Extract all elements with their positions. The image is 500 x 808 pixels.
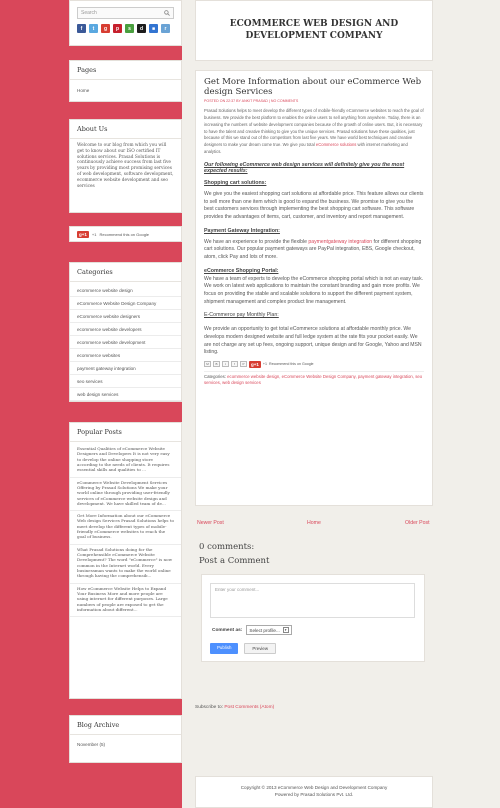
- category-link[interactable]: ecommerce website developers: [70, 323, 181, 336]
- subscribe-line: Subscribe to: Post Comments (Atom): [195, 705, 275, 710]
- about-text: Welcome to our blog from which you will get to know about our ISO certified IT solutions services. Prasad Solutions is continuously achieve success from last five years by providing most promising services of web development, software development, ecommerce website development and seo services: [77, 143, 174, 189]
- heading-payment: Payment Gateway Integration:: [204, 227, 280, 234]
- twitter-share-icon[interactable]: t: [222, 361, 229, 367]
- delicious-icon[interactable]: ■: [149, 24, 158, 33]
- publish-button[interactable]: Publish: [210, 643, 238, 654]
- search-icon[interactable]: [164, 10, 170, 16]
- comment-form: [201, 574, 425, 662]
- blog-share-icon[interactable]: B: [213, 361, 220, 367]
- subscribe-link[interactable]: Post Comments (Atom): [224, 705, 275, 710]
- pages-link-home[interactable]: Home: [77, 88, 90, 93]
- comment-as-label: Comment as:: [212, 627, 243, 633]
- archive-widget: [69, 715, 182, 763]
- archive-title: Blog Archive: [70, 716, 181, 735]
- newer-post-link[interactable]: Newer Post: [197, 520, 224, 526]
- facebook-share-icon[interactable]: f: [231, 361, 238, 367]
- popular-post-item[interactable]: Get More Information about our eCommerce Web design Services Prasad Solutions helps to meet develop the different types of mobile-friendly eCommerce websites to reach the goal of business.: [70, 511, 181, 545]
- category-link[interactable]: seo services: [70, 375, 181, 388]
- google-plus-icon[interactable]: g: [101, 24, 110, 33]
- gplus-label: Recommend this on Google: [99, 232, 150, 237]
- reddit-icon[interactable]: r: [161, 24, 170, 33]
- site-title[interactable]: ECOMMERCE WEB DESIGN AND DEVELOPMENT COMPANY: [229, 19, 399, 41]
- category-link[interactable]: web design services: [70, 388, 181, 401]
- pages-widget: [69, 60, 182, 102]
- share-text: Recommend this on Google: [269, 362, 314, 367]
- share-count: +1: [262, 362, 267, 367]
- post-card: [195, 70, 433, 506]
- footer-powered: Powered by Prasad Solutions Pvt. Ltd.: [274, 791, 354, 797]
- heading-emi: E-Commerce pay Monthly Plan:: [204, 312, 279, 319]
- pinterest-icon[interactable]: p: [113, 24, 122, 33]
- post-intro: Prasad Solutions helps to meet develop the different types of mobile-friendly eCommerce websites to reach the goal of business. We provide the best platform to enables the online users to sell anything from anywhere. Today, there is an increasing the numbers of website development companies because of the growth of online users. But, it is necessary to have the talent and creative thinking to give you the unique services. Prasad solutions have these qualities, just because of this we stand out of the competitors from last five years. We have world best techniques and creative designers to make your dream come true. We give you total eCommerce solutions with internet marketing and analytics.: [204, 107, 424, 155]
- categories-title: Categories: [70, 263, 181, 282]
- category-link[interactable]: eCommerce Website Design Company: [70, 297, 181, 310]
- gplus-button[interactable]: g+1: [79, 232, 87, 237]
- heading-portal: eCommerce Shopping Portal:: [204, 267, 279, 274]
- site-header: [195, 0, 433, 61]
- digg-icon[interactable]: d: [137, 24, 146, 33]
- paragraph-emi: We provide an opportunity to get total eCommerce solutions at affordable monthly price. We develops modern designed website and full ledge system at the rate fits your pocket easily. We are not charge any set up fees, ongoing support, unique design and for Google, Yahoo and MSN listing.: [204, 326, 422, 356]
- popular-posts-widget: [69, 422, 182, 699]
- chevron-down-icon: ▾: [284, 628, 287, 632]
- comments-count: 0 comments:: [199, 542, 255, 552]
- gplus-share-button[interactable]: g+1: [251, 361, 259, 367]
- search-placeholder: Search: [81, 10, 97, 16]
- paragraph-payment: We have an experience to provide the flexible paymentgateway integration for different shopping cart solutions. Our popular payment gateways are PayPal integration, EBS, Google checkout, atom, click Pay and lots of more.: [204, 238, 422, 261]
- archive-item[interactable]: November (5): [77, 742, 106, 747]
- preview-button[interactable]: Preview: [244, 643, 276, 654]
- about-title: About Us: [70, 120, 181, 139]
- search-widget: [69, 0, 182, 46]
- popular-title: Popular Posts: [70, 423, 181, 442]
- paragraph-cart: We give you the easiest shopping cart solutions at affordable price. This feature allows our clients to sell more than one item which is good to expand the business. We promise to give you the best customers services through implementing the best shopping cart software. This software provides the advantages of items, cart, customer, and inventory and report management.: [204, 191, 424, 221]
- popular-post-item[interactable]: Essential Qualities of eCommerce Website Designers and Developers It is not very easy to develop the online shopping store according to the needs of clients. It requires essential skills and qualities to ...: [70, 444, 181, 478]
- about-widget: [69, 119, 182, 213]
- payment-link[interactable]: paymentgateway integration: [308, 238, 373, 245]
- post-title[interactable]: Get More Information about our eCommerce Web design Services: [204, 77, 422, 97]
- post-categories: Categories: ecommerce website design, eCommerce Website Design Company, payment gateway integration, seo services, web design services: [204, 371, 424, 386]
- intro-link[interactable]: eCommerce solutions: [315, 142, 357, 148]
- share-row: [204, 361, 424, 368]
- comment-textarea[interactable]: Enter your comment...: [210, 583, 415, 618]
- category-link[interactable]: ecommerce websites: [70, 349, 181, 362]
- twitter-icon[interactable]: t: [89, 24, 98, 33]
- categories-widget: [69, 262, 182, 402]
- facebook-icon[interactable]: f: [77, 24, 86, 33]
- footer-copyright: Copyright © 2013 eCommerce Web Design and Development Company: [240, 785, 388, 790]
- heading-cart: Shopping cart solutions:: [204, 180, 267, 187]
- gplus-count: +1: [91, 232, 97, 237]
- home-link[interactable]: Home: [307, 520, 321, 526]
- category-link[interactable]: payment gateway integration: [70, 362, 181, 375]
- post-category-links[interactable]: ecommerce website design, eCommerce Website Design Company, payment gateway integration, seo services, web design services: [204, 373, 423, 385]
- social-icons: [77, 24, 174, 33]
- paragraph-portal: We have a team of experts to develop the eCommerce shopping portal which is not an easy task. We work on latest web applications to maintain the constant branding and gain more profits. We focus on providing the stable and scalable solutions to support the different payment system, shipment management and complex product line management.: [204, 275, 424, 305]
- search-input[interactable]: [77, 7, 174, 19]
- pinterest-share-icon[interactable]: P: [240, 361, 247, 367]
- category-link[interactable]: ecommerce website design: [70, 284, 181, 297]
- post-comment-heading: Post a Comment: [199, 556, 270, 566]
- footer: [195, 776, 433, 808]
- popular-post-item[interactable]: What Prasad Solutions doing for the Comprehensible eCommerce Website Development? The word "eCommerce" is now common in the Internet world. Every businessman wants to make the world online through having the comprehensib...: [70, 545, 181, 584]
- older-post-link[interactable]: Older Post: [405, 520, 430, 526]
- category-link[interactable]: eCommerce website designers: [70, 310, 181, 323]
- post-meta: POSTED ON 22:37 BY ANKIT PRASAD | NO COMMENTS: [204, 98, 299, 103]
- popular-post-item[interactable]: How eCommerce Website Helps to Expand Your Business More and more people are using internet for different purposes. Large numbers of people are exposed to get the information about different...: [70, 584, 181, 618]
- email-share-icon[interactable]: M: [204, 361, 211, 367]
- comment-as-row: [210, 625, 416, 635]
- category-link[interactable]: ecommerce website development: [70, 336, 181, 349]
- post-lead: Our following eCommerce web design services will definitely give you the most expected results:: [204, 162, 405, 175]
- gplus-widget: [69, 226, 182, 242]
- pages-title: Pages: [70, 61, 181, 80]
- stumbleupon-icon[interactable]: s: [125, 24, 134, 33]
- profile-select[interactable]: Select profile... ▾: [246, 625, 291, 635]
- popular-post-item[interactable]: eCommerce Website Development Services Offering by Prasad Solutions We make your world online through providing user-friendly services of eCommerce website design and development. We have skilled team of de...: [70, 478, 181, 512]
